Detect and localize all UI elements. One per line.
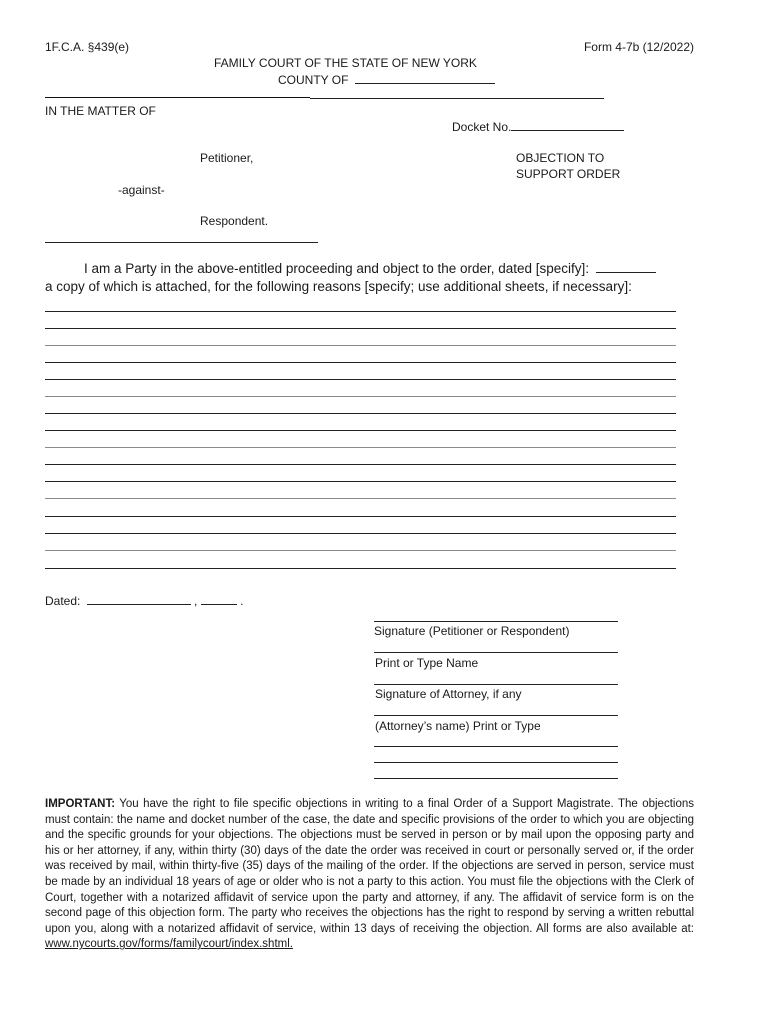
notice-text: You have the right to file specific objections in writing to a final Order of a Support Magistrate. The objections must contain: the name and docket number of the case, the date and specific provisions of the order to which you are objecting and the specific grounds for your objections. The objections must be served in person or by mail upon the opposing party and his or her attorney, if any, within thirty (30) days of the date the order was received in court or personally served or, if the order was received by mail, within thirty-five (35) days of the mailing of the order. If the objections are served in person, service must be made by an individual 18 years of age or older who is not a party to this action. You must file the objections with the Clerk of Court, together with a notarized affidavit of service upon the party and attorney, if any. The affidavit of service form is on the second page of this objection form. The party who receives the objections has the right to respond by serving a written rebuttal upon you, along with a notarized affidavit of service, within 13 days of receiving the objection. All forms are also available at: (45, 798, 694, 935)
reason-line[interactable] (45, 568, 676, 569)
doc-title-line2: SUPPORT ORDER (516, 167, 621, 181)
print-name-label: Print or Type Name (375, 656, 479, 670)
doc-title-line1: OBJECTION TO (516, 151, 605, 165)
attorney-address-line-3[interactable] (374, 778, 618, 779)
attorney-address-line-2[interactable] (374, 762, 618, 763)
petitioner-label: Petitioner, (200, 151, 254, 165)
respondent-label: Respondent. (200, 214, 269, 228)
reason-line[interactable] (45, 447, 676, 448)
docket-line (452, 119, 624, 134)
reason-line[interactable] (45, 464, 676, 465)
notice-heading: IMPORTANT: (45, 798, 116, 810)
sig-attorney-label: Signature of Attorney, if any (375, 687, 522, 701)
county-label: COUNTY OF (278, 73, 349, 87)
sig-party-label: Signature (Petitioner or Respondent) (374, 624, 570, 638)
form-number: Form 4-7b (12/2022) (583, 40, 694, 54)
attorney-address-line-1[interactable] (374, 746, 618, 747)
dated-blank-1[interactable] (87, 593, 191, 605)
county-blank[interactable] (355, 72, 495, 84)
statement-text1: I am a Party in the above-entitled proceeding and object to the order, dated [specify]: (84, 261, 590, 276)
statement-line1 (84, 261, 656, 276)
matter-label: IN THE MATTER OF (45, 104, 156, 118)
dated-label: Dated: (45, 594, 81, 608)
sig-party-line[interactable] (374, 621, 618, 622)
reason-line[interactable] (45, 516, 676, 517)
caption-rule-right (310, 98, 604, 99)
sig-attorney-line[interactable] (374, 684, 618, 685)
order-date-blank[interactable] (596, 261, 656, 273)
county-line (278, 72, 495, 87)
statute-reference: 1F.C.A. §439(e) (45, 40, 130, 54)
reason-line[interactable] (45, 396, 676, 397)
caption-rule-left (45, 97, 310, 98)
reason-line[interactable] (45, 498, 676, 499)
reason-line[interactable] (45, 481, 676, 482)
against-label: -against- (118, 183, 165, 197)
reason-line[interactable] (45, 311, 676, 312)
reason-line[interactable] (45, 345, 676, 346)
reason-line[interactable] (45, 430, 676, 431)
reason-line[interactable] (45, 328, 676, 329)
reason-line[interactable] (45, 550, 676, 551)
caption-rule-bottom (45, 242, 318, 243)
forms-link[interactable]: www.nycourts.gov/forms/familycourt/index.shtml. (45, 938, 293, 951)
dated-period: . (240, 594, 244, 608)
court-title: FAMILY COURT OF THE STATE OF NEW YORK (214, 56, 477, 70)
attorney-name-line[interactable] (374, 715, 618, 716)
docket-label: Docket No. (452, 120, 512, 134)
dated-comma: , (194, 594, 198, 608)
print-name-line[interactable] (374, 652, 618, 653)
reason-line[interactable] (45, 413, 676, 414)
reason-line[interactable] (45, 379, 676, 380)
reason-line[interactable] (45, 533, 676, 534)
reason-line[interactable] (45, 362, 676, 363)
attorney-name-label: (Attorney’s name) Print or Type (375, 719, 541, 733)
docket-blank[interactable] (511, 119, 624, 131)
dated-line (45, 593, 243, 608)
important-notice (45, 797, 694, 953)
dated-blank-2[interactable] (201, 593, 237, 605)
statement-line2: a copy of which is attached, for the following reasons [specify; use additional sheets, if necessary]: (45, 279, 632, 294)
